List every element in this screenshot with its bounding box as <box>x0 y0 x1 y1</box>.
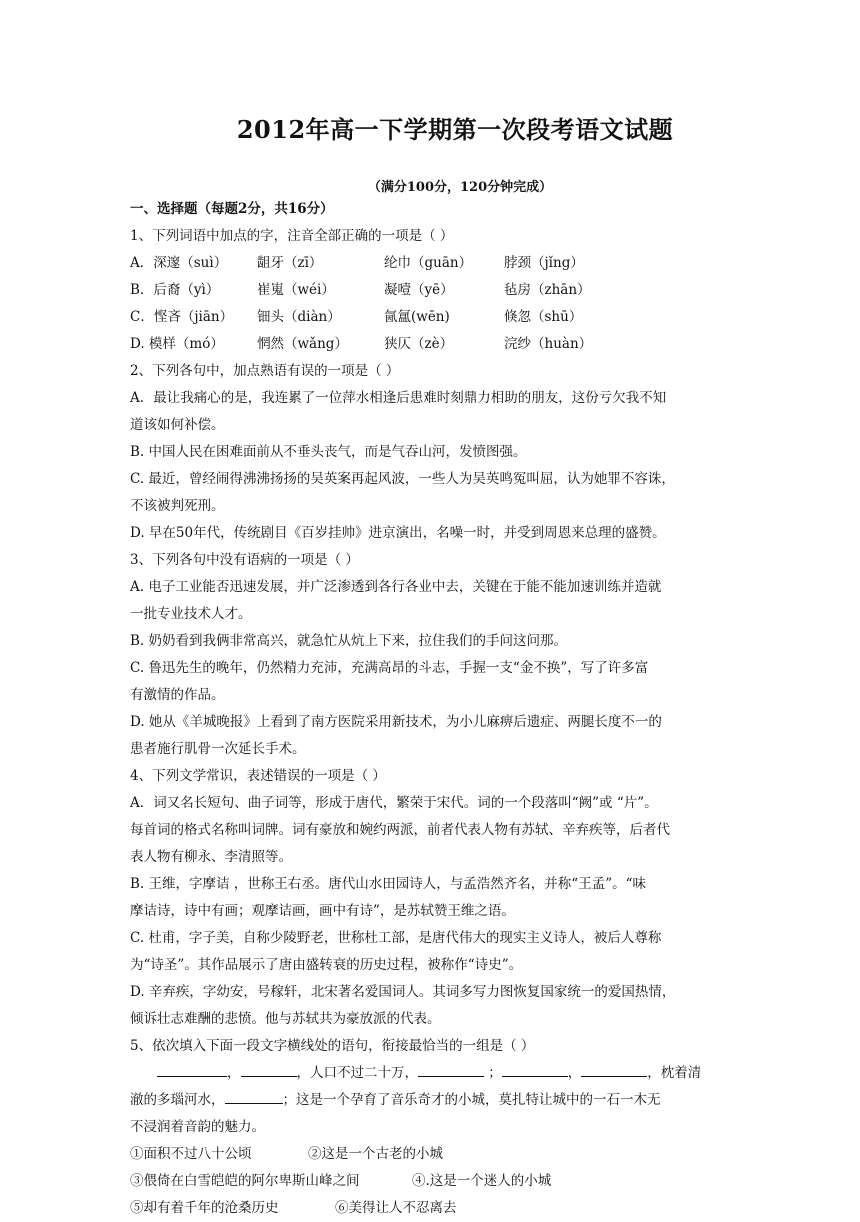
option-cell: 龃牙（zī） <box>257 255 323 271</box>
question-2-stem: 2、下列各句中，加点熟语有误的一项是（ ） <box>130 363 400 379</box>
question-3-option-a: A. 电子工业能否迅速发展，并广泛渗透到各行各业中去，关键在于能不能加速训练并造就 <box>130 579 662 595</box>
fill-blank[interactable] <box>581 1062 647 1077</box>
option-cell: 氤氲(wēn) <box>384 309 450 325</box>
question-4-stem: 4、下列文学常识，表述错误的一项是（ ） <box>130 768 386 784</box>
question-3-option-b: B. 奶奶看到我俩非常高兴，就急忙从炕上下来，拉住我们的手问这问那。 <box>130 633 568 649</box>
question-5-stem: 5、依次填入下面一段文字横线处的语句，衔接最恰当的一组是（ ） <box>130 1038 535 1054</box>
fill-blank[interactable] <box>157 1062 227 1077</box>
choice-item: ⑥美得让人不忍离去 <box>335 1200 457 1216</box>
question-4-option-b: B. 王维，字摩诘 ，世称王右丞。唐代山水田园诗人，与孟浩然齐名，并称“王孟”。“味 <box>130 876 646 892</box>
option-cell: 惘然（wǎng） <box>257 336 348 352</box>
fill-blank[interactable] <box>418 1062 484 1077</box>
question-4-option-d: D. 辛弃疾，字幼安，号稼轩，北宋著名爱国词人。其词多写力图恢复国家统一的爱国热情， <box>130 984 676 1000</box>
passage-text: ，人口不过二十万， <box>296 1065 418 1081</box>
question-1-stem: 1、下列词语中加点的字，注音全部正确的一项是（ ） <box>130 228 454 244</box>
question-2-option-b: B. 中国人民在困难面前从不垂头丧气，而是气吞山河，发愤图强。 <box>130 444 527 460</box>
question-4-option-c: C. 杜甫，字子美，自称少陵野老，世称杜工部，是唐代伟大的现实主义诗人，被后人尊称 <box>130 930 662 946</box>
passage-text: ， <box>567 1065 582 1081</box>
option-cell: 崔嵬（wéi） <box>257 282 335 298</box>
passage-text: ，枕着清 <box>647 1065 702 1081</box>
question-5-choices-row-3 <box>130 1195 730 1222</box>
passage-text: ， <box>227 1065 241 1081</box>
question-2-option-d: D. 早在50年代，传统剧目《百岁挂帅》进京演出，名噪一时，并受到周恩来总理的盛赞。 <box>130 525 666 541</box>
question-3-option-d: D. 她从《羊城晚报》上看到了南方医院采用新技术，为小儿麻痹后遗症、两腿长度不一的 <box>130 714 662 730</box>
page-title: 2012年高一下学期第一次段考语文试题 <box>236 115 674 144</box>
question-3-option-c-cont: 有激情的作品。 <box>130 687 225 703</box>
option-cell: 脖颈（jǐng） <box>504 255 584 271</box>
option-cell: 纶巾（guān） <box>384 255 473 271</box>
choice-item: ⑤却有着千年的沧桑历史 <box>130 1200 279 1216</box>
question-3-stem: 3、下列各句中没有语病的一项是（ ） <box>130 552 359 568</box>
question-5-choices-row-1 <box>130 1141 730 1168</box>
option-cell: 毡房（zhān） <box>504 282 591 298</box>
question-4-option-d-cont: 倾诉壮志难酬的悲愤。他与苏轼共为豪放派的代表。 <box>130 1011 441 1027</box>
question-1-row-d <box>130 331 730 358</box>
option-cell: C．悭吝（jiān） <box>130 309 234 325</box>
question-1-row-a <box>130 250 730 277</box>
question-2-option-c: C. 最近，曾经闹得沸沸扬扬的吴英案再起风波，一些人为吴英鸣冤叫屈，认为她罪不容诛， <box>130 471 675 487</box>
question-2-option-a: A．最让我痛心的是，我连累了一位萍水相逢后患难时刻鼎力相助的朋友，这份亏欠我不知 <box>130 390 667 406</box>
choice-item: ②这是一个古老的小城 <box>308 1146 443 1162</box>
exam-content <box>130 196 730 1222</box>
fill-blank[interactable] <box>225 1089 283 1104</box>
question-1-row-c <box>130 304 730 331</box>
question-4-option-c-cont: 为“诗圣”。其作品展示了唐由盛转衰的历史过程，被称作“诗史”。 <box>130 957 523 973</box>
question-5-passage-line-2 <box>130 1087 730 1114</box>
passage-text: ； <box>484 1065 502 1081</box>
question-5-choices-row-2 <box>130 1168 730 1195</box>
option-cell: 浣纱（huàn） <box>504 336 593 352</box>
question-3-option-d-cont: 患者施行肌骨一次延长手术。 <box>130 741 306 757</box>
question-5-passage-line-1 <box>130 1060 730 1087</box>
option-cell: A．深邃（suì） <box>130 255 228 271</box>
option-cell: D. 模样（mó） <box>130 336 224 352</box>
question-4-option-a-cont: 每首词的格式名称叫词牌。词有豪放和婉约两派，前者代表人物有苏轼、辛弃疾等，后者代 <box>130 822 670 838</box>
section-heading: 一、选择题（每题2分，共16分） <box>130 201 334 217</box>
question-2-option-c-cont: 不该被判死刑。 <box>130 498 225 514</box>
passage-text: 澈的多瑙河水， <box>130 1092 225 1108</box>
question-5-passage-line-3: 不浸润着音韵的魅力。 <box>130 1119 265 1135</box>
passage-text: ；这是一个孕育了音乐奇才的小城，莫扎特让城中的一石一木无 <box>282 1092 661 1108</box>
question-3-option-c: C. 鲁迅先生的晚年，仍然精力充沛，充满高昂的斗志，手握一支“金不换”，写了许多富 <box>130 660 649 676</box>
fill-blank[interactable] <box>241 1062 297 1077</box>
question-3-option-a-cont: 一批专业技术人才。 <box>130 606 252 622</box>
question-4-option-a-cont2: 表人物有柳永、李清照等。 <box>130 849 292 865</box>
choice-item: ④.这是一个迷人的小城 <box>412 1173 552 1189</box>
option-cell: 狭仄（zè） <box>384 336 454 352</box>
question-1-row-b <box>130 277 730 304</box>
question-2-option-a-cont: 道该如何补偿。 <box>130 417 225 433</box>
fill-blank[interactable] <box>502 1062 568 1077</box>
option-cell: B．后裔（yì） <box>130 282 220 298</box>
option-cell: 钿头（diàn） <box>257 309 341 325</box>
page-subtitle: （满分100分，120分钟完成） <box>367 180 553 195</box>
choice-item: ③偎倚在白雪皑皑的阿尔卑斯山峰之间 <box>130 1173 360 1189</box>
question-4-option-a: A．词又名长短句、曲子词等，形成于唐代，繁荣于宋代。词的一个段落叫“阙”或 “片”。 <box>130 795 658 811</box>
question-4-option-b-cont: 摩诘诗，诗中有画；观摩诘画，画中有诗”，是苏轼赞王维之语。 <box>130 903 515 919</box>
choice-item: ①面积不过八十公顷 <box>130 1146 252 1162</box>
option-cell: 倏忽（shū） <box>504 309 583 325</box>
option-cell: 凝噎（yē） <box>384 282 454 298</box>
